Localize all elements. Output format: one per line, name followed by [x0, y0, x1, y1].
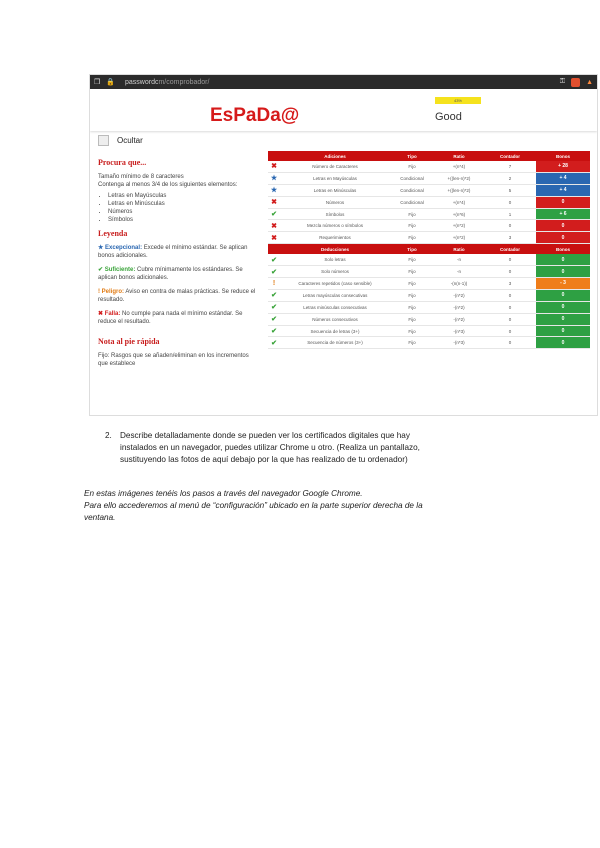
question-number: 2. — [105, 431, 112, 440]
table-row — [268, 196, 590, 208]
cell-rate: +(n*2) — [434, 232, 484, 244]
cell-bonus: - 3 — [536, 278, 590, 290]
status-icon: ✔ — [268, 337, 280, 349]
list-item: • Números — [108, 208, 258, 216]
question-line: sustituyendo las fotos de aquí debajo por la que has realizado de tu ordenador) — [120, 455, 408, 464]
sidebar — [98, 155, 258, 368]
strength-label: Good — [435, 111, 462, 123]
cell-name: Letras mayúsculas consecutivas — [280, 289, 390, 301]
table-row — [268, 172, 590, 184]
column-header: Contador — [484, 151, 536, 161]
table-row — [268, 266, 590, 278]
cell-rate: -(n*3) — [434, 337, 484, 349]
status-icon: ★ — [268, 172, 280, 184]
status-icon: ✔ — [268, 325, 280, 337]
status-icon: ✔ — [268, 313, 280, 325]
cell-name: Símbolos — [280, 208, 390, 220]
cell-name: Letras en Mayúsculas — [280, 172, 390, 184]
hide-toggle[interactable] — [98, 135, 143, 146]
cell-rate: -n — [434, 266, 484, 278]
table-row — [268, 232, 590, 244]
cell-rate: -(n*2) — [434, 313, 484, 325]
table-row — [268, 301, 590, 313]
cell-rate: -(n*2) — [434, 301, 484, 313]
cell-bonus: + 6 — [536, 208, 590, 220]
key-icon[interactable]: ⚿ — [559, 78, 566, 85]
cell-bonus: 0 — [536, 220, 590, 232]
alert-icon[interactable]: ▲ — [586, 78, 593, 86]
note-line: Para ello accederemos al menú de “configuración” ubicado en la parte superior derecha de la — [84, 501, 423, 510]
cell-count: 5 — [484, 184, 536, 196]
table-row — [268, 313, 590, 325]
cell-type: Condicional — [390, 184, 434, 196]
column-header: Deducciones — [280, 244, 390, 254]
contains-intro: Contenga al menos 3/4 de los siguientes elementos: — [98, 182, 238, 188]
cell-count: 7 — [484, 161, 536, 172]
cell-bonus: + 28 — [536, 161, 590, 172]
legend-title: Leyenda — [98, 229, 128, 238]
table-row — [268, 278, 590, 290]
list-item: • Letras en Mayúsculas — [108, 192, 258, 200]
cell-name: Solo letras — [280, 254, 390, 265]
instruction-note — [84, 488, 524, 524]
min-length-text: Tamaño mínimo de 8 caracteres — [98, 174, 184, 180]
cell-bonus: 0 — [536, 289, 590, 301]
cell-type: Fijo — [390, 254, 434, 265]
cell-type: Fijo — [390, 220, 434, 232]
cell-count: 3 — [484, 232, 536, 244]
cell-bonus: 0 — [536, 337, 590, 349]
cell-count: 0 — [484, 313, 536, 325]
legend-fail: ✖ Falla: No cumple para nada el mínimo estándar. Se reduce el resultado. — [98, 311, 243, 325]
cell-count: 0 — [484, 337, 536, 349]
status-icon: ✖ — [268, 161, 280, 172]
status-icon: ✖ — [268, 220, 280, 232]
column-header: Adiciones — [280, 151, 390, 161]
table-row — [268, 325, 590, 337]
status-icon: ✔ — [268, 254, 280, 265]
status-icon: ✔ — [268, 289, 280, 301]
cell-rate: -(n*2) — [434, 289, 484, 301]
cell-rate: +(n*4) — [434, 161, 484, 172]
cell-count: 0 — [484, 254, 536, 265]
cell-type: Fijo — [390, 301, 434, 313]
cell-name: Secuencia de números (3+) — [280, 337, 390, 349]
requirements-list — [108, 192, 258, 224]
cross-icon: ✖ — [98, 311, 105, 317]
column-header: Tipo — [390, 151, 434, 161]
cell-bonus: 0 — [536, 232, 590, 244]
status-icon: ! — [268, 278, 280, 290]
cell-count: 0 — [484, 266, 536, 278]
address-bar[interactable]: passwordcm/comprobador/ — [125, 78, 210, 86]
column-header: Bonos — [536, 244, 590, 254]
column-header: Contador — [484, 244, 536, 254]
cell-name: Mezcla números o símbolos — [280, 220, 390, 232]
status-icon: ✖ — [268, 196, 280, 208]
column-header: Ratio — [434, 151, 484, 161]
column-header: Tipo — [390, 244, 434, 254]
cell-type: Fijo — [390, 325, 434, 337]
quick-note-text: Fijo: Rasgos que se añaden/eliminan en los incrementos que establece — [98, 353, 249, 367]
status-icon: ✖ — [268, 232, 280, 244]
cell-type: Fijo — [390, 161, 434, 172]
cell-bonus: 0 — [536, 254, 590, 265]
cell-bonus: 0 — [536, 313, 590, 325]
note-line: En estas imágenes tenéis los pasos a través del navegador Google Chrome. — [84, 489, 363, 498]
cell-type: Fijo — [390, 208, 434, 220]
table-row — [268, 254, 590, 265]
cell-count: 2 — [484, 172, 536, 184]
lock-icon: 🔒 — [106, 79, 115, 86]
cell-rate: +(n*4) — [434, 196, 484, 208]
check-icon: ✔ — [98, 267, 105, 273]
table-row — [268, 208, 590, 220]
page-header — [90, 89, 597, 131]
cell-rate: +(n*2) — [434, 220, 484, 232]
question-paragraph — [105, 430, 520, 466]
cell-type: Condicional — [390, 196, 434, 208]
cell-type: Fijo — [390, 337, 434, 349]
star-icon: ★ — [98, 245, 106, 251]
cell-name: Número de Caracteres — [280, 161, 390, 172]
table-header-row — [268, 151, 590, 161]
additions-table — [268, 151, 590, 244]
cell-name: Secuencia de letras (3+) — [280, 325, 390, 337]
warning-icon: ! — [98, 289, 102, 295]
cell-bonus: + 4 — [536, 184, 590, 196]
cell-count: 1 — [484, 208, 536, 220]
cell-name: Requerimientos — [280, 232, 390, 244]
table-row — [268, 220, 590, 232]
table-row — [268, 184, 590, 196]
cell-count: 0 — [484, 301, 536, 313]
table-row — [268, 289, 590, 301]
cell-count: 0 — [484, 196, 536, 208]
cell-count: 0 — [484, 289, 536, 301]
browser-toolbar — [90, 75, 597, 89]
cell-count: 3 — [484, 278, 536, 290]
question-line: Describe detalladamente donde se pueden ver los certificados digitales que hay — [120, 431, 410, 440]
cell-bonus: 0 — [536, 301, 590, 313]
cell-type: Fijo — [390, 232, 434, 244]
hide-checkbox[interactable] — [98, 135, 109, 146]
cell-count: 0 — [484, 220, 536, 232]
cell-rate: +((len-n)*2) — [434, 184, 484, 196]
cell-name: Números — [280, 196, 390, 208]
cell-rate: -(n*3) — [434, 325, 484, 337]
cell-bonus: 0 — [536, 196, 590, 208]
embedded-screenshot — [89, 74, 598, 416]
table-row — [268, 161, 590, 172]
column-header: Ratio — [434, 244, 484, 254]
cell-type: Fijo — [390, 313, 434, 325]
status-icon: ✔ — [268, 208, 280, 220]
cell-bonus: 0 — [536, 325, 590, 337]
cell-rate: +((len-n)*2) — [434, 172, 484, 184]
cell-type: Fijo — [390, 278, 434, 290]
cell-bonus: 0 — [536, 266, 590, 278]
cell-name: Caracteres repetidos (caso sensible) — [280, 278, 390, 290]
cell-bonus: + 4 — [536, 172, 590, 184]
legend-danger: ! Peligro: Aviso en contra de malas prácticas. Se reduce el resultado. — [98, 289, 256, 303]
cell-rate: -n — [434, 254, 484, 265]
deductions-table — [268, 244, 590, 349]
cell-name: Letras minúsculas consecutivas — [280, 301, 390, 313]
cell-name: Números consecutivos — [280, 313, 390, 325]
cell-count: 0 — [484, 325, 536, 337]
site-logo: EsPaDa@ — [210, 105, 300, 126]
cell-name: Letras en Minúsculas — [280, 184, 390, 196]
brave-shield-icon[interactable] — [571, 78, 580, 87]
question-line: instalados en un navegador, puedes utilizar Chrome u otro. (Realiza un pantallazo, — [120, 443, 420, 452]
legend-exceptional: ★ Excepcional: Excede el mínimo estándar. Se aplican bonos adicionales. — [98, 245, 248, 259]
sidebar-title: Procura que... — [98, 158, 147, 167]
strength-bar: 43% — [435, 97, 481, 104]
quick-note-title: Nota al pie rápida — [98, 337, 160, 346]
cell-type: Fijo — [390, 266, 434, 278]
table-header-row — [268, 244, 590, 254]
hide-label: Ocultar — [117, 136, 143, 145]
status-icon: ★ — [268, 184, 280, 196]
table-row — [268, 337, 590, 349]
cell-type: Fijo — [390, 289, 434, 301]
cell-rate: -(n(n-1)) — [434, 278, 484, 290]
cell-type: Condicional — [390, 172, 434, 184]
tab-icon[interactable]: ❒ — [94, 79, 101, 86]
column-header: Bonos — [536, 151, 590, 161]
legend-sufficient: ✔ Suficiente: Cubre mínimamente los estándares. Se aplican bonos adicionales. — [98, 267, 243, 281]
status-icon: ✔ — [268, 266, 280, 278]
cell-name: Solo números — [280, 266, 390, 278]
note-line: ventana. — [84, 513, 116, 522]
list-item: • Símbolos — [108, 216, 258, 224]
status-icon: ✔ — [268, 301, 280, 313]
cell-rate: +(n*6) — [434, 208, 484, 220]
list-item: • Letras en Minúsculas — [108, 200, 258, 208]
score-tables — [268, 151, 590, 349]
